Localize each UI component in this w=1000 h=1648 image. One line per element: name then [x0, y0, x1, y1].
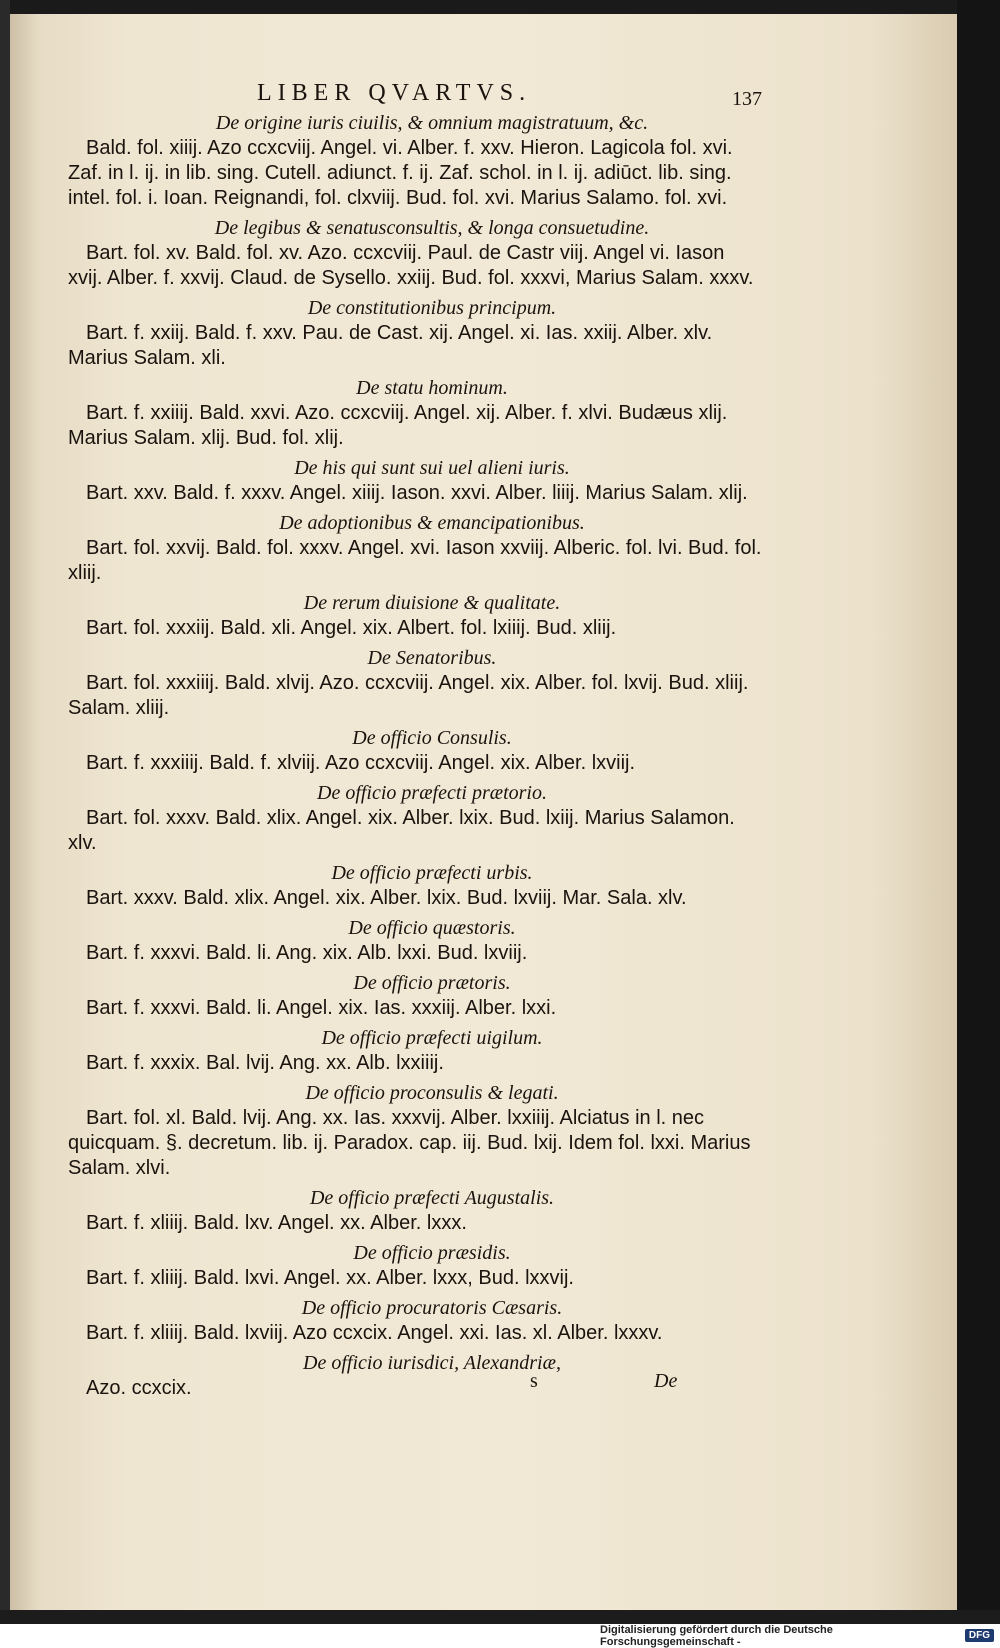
index-section: [62, 110, 762, 211]
section-heading: De officio quæstoris.: [348, 917, 516, 939]
section-entry: Bart. fol. xl. Bald. lvij. Ang. xx. Ias. xxxvij. Alber. lxxiiij. Alciatus in l. nec quicquam. §. decretum. lib. ij. Paradox. cap. iij. Bud. lxij. Idem fol. lxxi. Marius Salam. xlvi.: [68, 1107, 751, 1179]
section-entry: Bart. f. xliiij. Bald. lxviij. Azo ccxcix. Angel. xxi. Ias. xl. Alber. lxxxv.: [86, 1322, 663, 1344]
index-section: [62, 860, 762, 911]
scan-bottom-border: [0, 1610, 1000, 1624]
index-section: [62, 1240, 762, 1291]
section-entry: Bart. fol. xv. Bald. fol. xv. Azo. ccxcviij. Paul. de Castr viij. Angel vi. Iason xvij. Alber. f. xxvij. Claud. de Sysello. xxiij. Bud. fol. xxxvi, Marius Salam. xxxv.: [68, 242, 754, 289]
page-content: [62, 70, 762, 1405]
section-heading: De officio Consulis.: [352, 727, 512, 749]
section-entry: Bart. xxv. Bald. f. xxxv. Angel. xiiij. Iason. xxvi. Alber. liiij. Marius Salam. xlij.: [86, 482, 748, 504]
index-section: [62, 510, 762, 586]
section-entry: Bald. fol. xiiij. Azo ccxcviij. Angel. vi. Alber. f. xxv. Hieron. Lagicola fol. xvi. Zaf. in l. ij. in lib. sing. Cutell. adiunct. f. ij. Zaf. schol. in l. ij. adiūct. lib. sing. intel. fol. i. Ioan. Reignandi, fol. clxviij. Bud. fol. xvi. Marius Salamo. fol. xvi.: [68, 137, 733, 209]
section-entry: Bart. fol. xxxiiij. Bald. xlvij. Azo. ccxcviij. Angel. xix. Alber. fol. lxvij. Bud. xliij. Salam. xliij.: [68, 672, 749, 719]
section-heading: De officio præfecti urbis.: [331, 862, 533, 884]
index-section: [62, 1025, 762, 1076]
section-entry: Bart. xxxv. Bald. xlix. Angel. xix. Alber. lxix. Bud. lxviij. Mar. Sala. xlv.: [86, 887, 687, 909]
index-section: [62, 215, 762, 291]
index-section: [62, 1080, 762, 1181]
section-heading: De legibus & senatusconsultis, & longa consuetudine.: [214, 217, 650, 239]
index-section: [62, 375, 762, 451]
index-section: [62, 725, 762, 776]
index-sections: [62, 110, 762, 1401]
index-section: [62, 590, 762, 641]
signature-mark: s: [530, 1370, 538, 1392]
section-heading: De rerum diuisione & qualitate.: [303, 592, 561, 614]
section-entry: Bart. f. xxiiij. Bald. xxvi. Azo. ccxcviij. Angel. xij. Alber. f. xlvi. Budæus xlij. Marius Salam. xlij. Bud. fol. xlij.: [68, 402, 728, 449]
index-section: [62, 970, 762, 1021]
index-section: [62, 780, 762, 856]
index-section: [62, 455, 762, 506]
section-heading: De officio procuratoris Cæsaris.: [301, 1297, 563, 1319]
section-heading: De officio iurisdici, Alexandriæ,: [303, 1352, 561, 1374]
book-page: [10, 14, 957, 1610]
running-head-title: LIBER QVARTVS.: [257, 80, 532, 106]
dfg-logo-icon: DFG: [965, 1629, 994, 1642]
section-heading: De his qui sunt sui uel alieni iuris.: [294, 457, 570, 479]
scan-left-border: [0, 0, 10, 1620]
section-heading: De adoptionibus & emancipationibus.: [279, 512, 585, 534]
section-entry: Bart. f. xxiij. Bald. f. xxv. Pau. de Cast. xij. Angel. xi. Ias. xxiij. Alber. xlv. Marius Salam. xli.: [68, 322, 713, 369]
section-heading: De officio præfecti Augustalis.: [309, 1187, 555, 1209]
section-heading: De constitutionibus principum.: [307, 297, 557, 319]
section-entry: Bart. f. xliiij. Bald. lxvi. Angel. xx. Alber. lxxx, Bud. lxxvij.: [86, 1267, 574, 1289]
digitization-credit: [600, 1624, 1000, 1647]
credit-text: Digitalisierung gefördert durch die Deutsche Forschungsgemeinschaft -: [600, 1623, 833, 1648]
section-heading: De officio præsidis.: [353, 1242, 511, 1264]
section-entry: Bart. fol. xxxiij. Bald. xli. Angel. xix. Albert. fol. lxiiij. Bud. xliij.: [86, 617, 617, 639]
section-heading: De officio præfecti uigilum.: [321, 1027, 543, 1049]
index-section: [62, 1185, 762, 1236]
scan-right-border: [957, 0, 1000, 1620]
index-section: [62, 645, 762, 721]
section-entry: Bart. fol. xxxv. Bald. xlix. Angel. xix. Alber. lxix. Bud. lxiij. Marius Salamon. xlv.: [68, 807, 735, 854]
section-entry: Bart. f. xxxvi. Bald. li. Angel. xix. Ias. xxxiij. Alber. lxxi.: [86, 997, 557, 1019]
running-head: [62, 70, 762, 110]
section-entry: Bart. f. xxxix. Bal. lvij. Ang. xx. Alb. lxxiiij.: [86, 1052, 444, 1074]
section-entry: Azo. ccxcix.: [86, 1377, 192, 1399]
index-section: [62, 1295, 762, 1346]
section-heading: De officio præfecti prætorio.: [317, 782, 547, 804]
section-heading: De officio proconsulis & legati.: [305, 1082, 559, 1104]
section-entry: Bart. f. xxxiiij. Bald. f. xlviij. Azo ccxcviij. Angel. xix. Alber. lxviij.: [86, 752, 636, 774]
index-section: [62, 295, 762, 371]
page-number: 137: [732, 88, 762, 110]
section-entry: Bart. f. xliiij. Bald. lxv. Angel. xx. Alber. lxxx.: [86, 1212, 467, 1234]
section-entry: Bart. fol. xxvij. Bald. fol. xxxv. Angel. xvi. Iason xxviij. Alberic. fol. lvi. Bud. fol. xliij.: [68, 537, 762, 584]
section-heading: De officio prætoris.: [353, 972, 511, 994]
section-heading: De origine iuris ciuilis, & omnium magistratuum, &c.: [215, 112, 649, 134]
scan-top-border: [0, 0, 1000, 14]
section-entry: Bart. f. xxxvi. Bald. li. Ang. xix. Alb. lxxi. Bud. lxviij.: [86, 942, 528, 964]
section-heading: De Senatoribus.: [367, 647, 497, 669]
section-heading: De statu hominum.: [356, 377, 508, 399]
index-section: [62, 915, 762, 966]
catchword: De: [654, 1370, 678, 1392]
